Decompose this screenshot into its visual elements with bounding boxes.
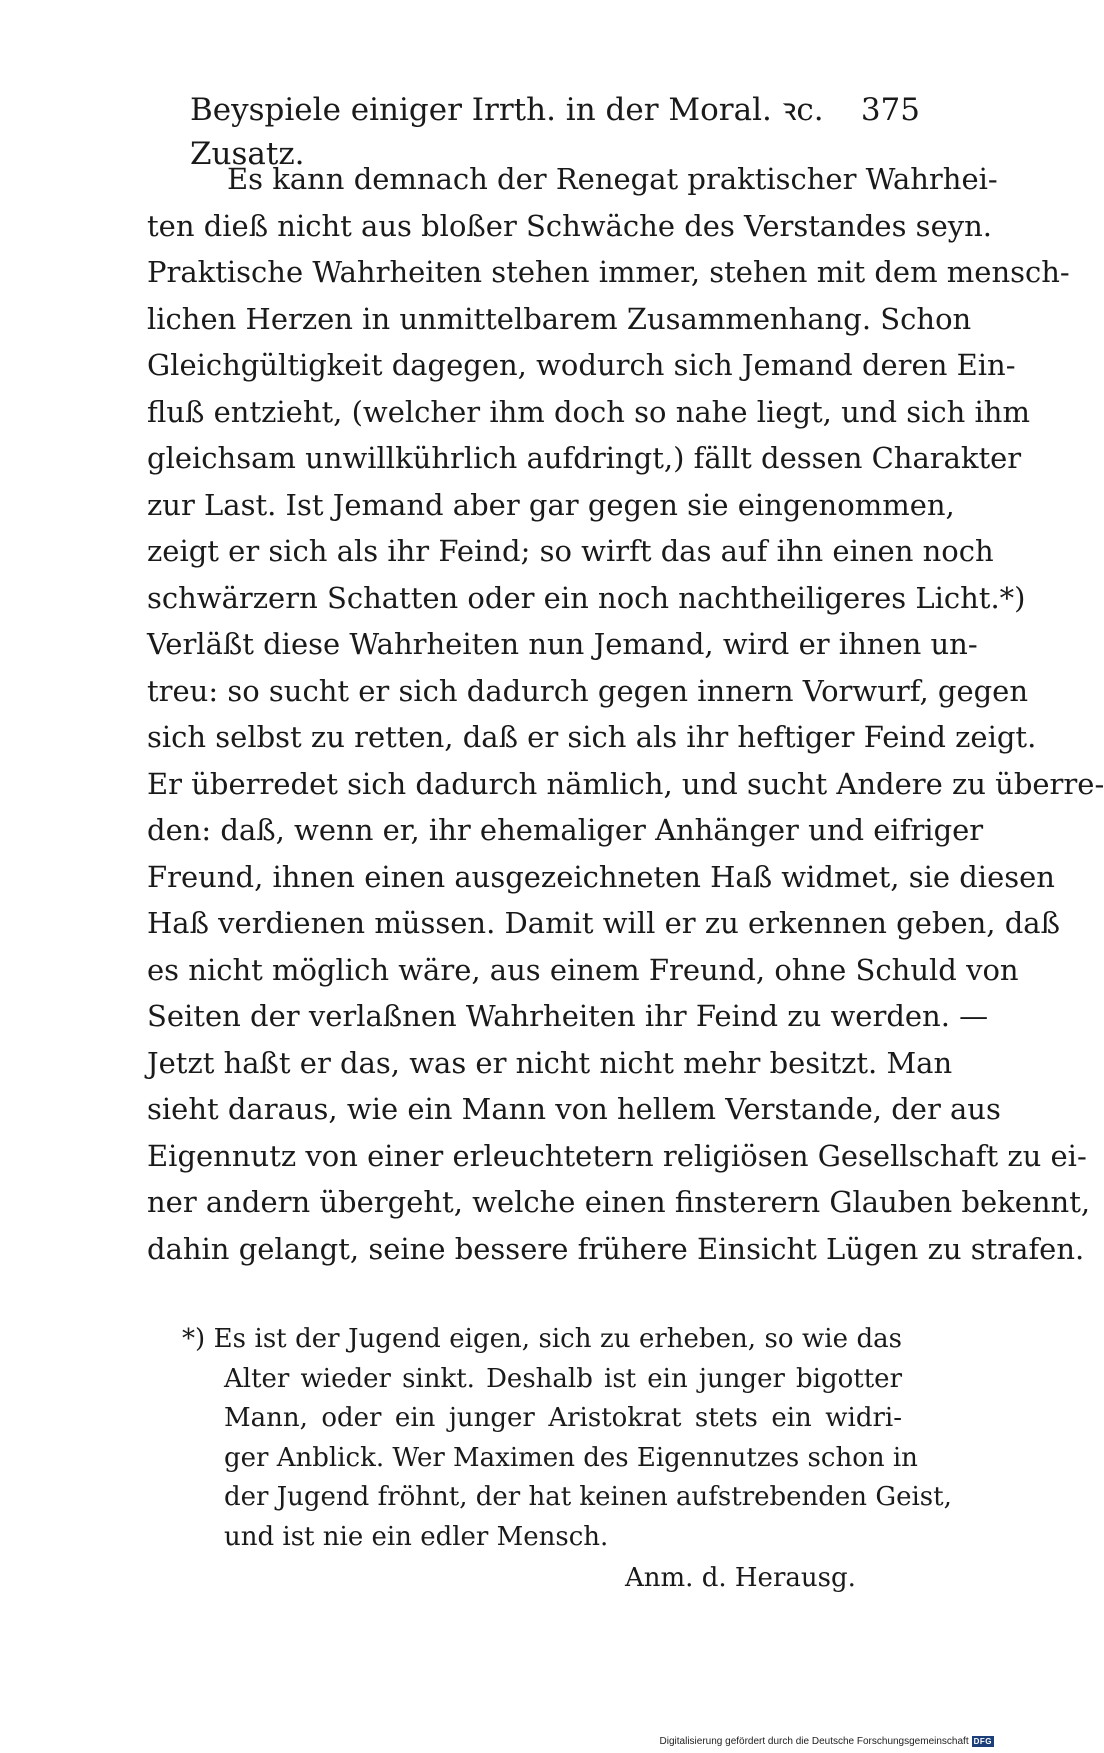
text-line: Eigennutz von einer erleuchtetern religiösen Gesellschaft zu ei- (147, 1138, 1087, 1173)
text-line: fluß entzieht, (welcher ihm doch so nahe liegt, und sich ihm (147, 394, 1030, 429)
dfg-logo: DFG (973, 1737, 992, 1746)
text-line: Seiten der verlaßnen Wahrheiten ihr Feind zu werden. — (147, 999, 989, 1033)
text-line: lichen Herzen in unmittelbarem Zusammenhang. Schon (147, 301, 972, 336)
text-line: ten dieß nicht aus bloßer Schwäche des Verstandes seyn. (147, 208, 993, 243)
text-line: sich selbst zu retten, daß er sich als ihr heftiger Feind zeigt. (147, 720, 1037, 754)
text-line: Praktische Wahrheiten stehen immer, stehen mit dem mensch- (147, 255, 1070, 289)
footnote (182, 1320, 952, 1557)
text-line: es nicht möglich wäre, aus einem Freund, ohne Schuld von (147, 952, 1019, 987)
text-line: Er überredet sich dadurch nämlich, und sucht Andere zu überre- (147, 766, 1104, 801)
text-line: dahin gelangt, seine bessere frühere Einsicht Lügen zu strafen. (147, 1231, 1085, 1266)
running-title: Beyspiele einiger Irrth. in der Moral. ꝛc. Zusatz. (190, 92, 824, 172)
text-line: treu: so sucht er sich dadurch gegen innern Vorwurf, gegen (147, 673, 1029, 708)
text-line: ner andern übergeht, welche einen finsterern Glauben bekennt, (147, 1185, 1091, 1219)
footnote-line: ger Anblick. Wer Maximen des Eigennutzes schon in (224, 1442, 918, 1473)
footnote-line: *) Es ist der Jugend eigen, sich zu erheben, so wie das (182, 1324, 902, 1354)
text-line: den: daß, wenn er, ihr ehemaliger Anhänger und eifriger (147, 813, 984, 847)
text-line: Gleichgültigkeit dagegen, wodurch sich Jemand deren Ein- (147, 348, 1016, 382)
digitization-credit (660, 1736, 994, 1747)
text-line: Jetzt haßt er das, was er nicht nicht mehr besitzt. Man (147, 1045, 953, 1080)
text-line: schwärzern Schatten oder ein noch nachtheiligeres Licht.*) (147, 580, 1026, 615)
footnote-line: und ist nie ein edler Mensch. (224, 1521, 609, 1552)
text-line: Verläßt diese Wahrheiten nun Jemand, wird er ihnen un- (147, 627, 978, 661)
page-number: 375 (860, 92, 920, 128)
footnote-line: Mann, oder ein junger Aristokrat stets ein widri- (224, 1403, 902, 1433)
page-header (190, 88, 920, 172)
footnote-line: der Jugend fröhnt, der hat keinen aufstrebenden Geist, (224, 1482, 952, 1512)
text-line: sieht daraus, wie ein Mann von hellem Verstande, der aus (147, 1092, 1001, 1126)
footnote-signature: Anm. d. Herausg. (625, 1563, 856, 1593)
main-text (147, 156, 1104, 1272)
text-line: zur Last. Ist Jemand aber gar gegen sie eingenommen, (147, 487, 955, 522)
text-line: Haß verdienen müssen. Damit will er zu erkennen geben, daß (147, 906, 1060, 940)
footnote-line: Alter wieder sinkt. Deshalb ist ein junger bigotter (224, 1363, 902, 1394)
text-line: Es kann demnach der Renegat praktischer Wahrhei- (227, 162, 998, 196)
text-line: gleichsam unwillkührlich aufdringt,) fällt dessen Charakter (147, 441, 1022, 475)
text-line: zeigt er sich als ihr Feind; so wirft das auf ihn einen noch (147, 534, 994, 568)
digitization-note: Digitalisierung gefördert durch die Deutsche Forschungsgemeinschaft (659, 1736, 969, 1747)
text-line: Freund, ihnen einen ausgezeichneten Haß widmet, sie diesen (147, 859, 1055, 894)
